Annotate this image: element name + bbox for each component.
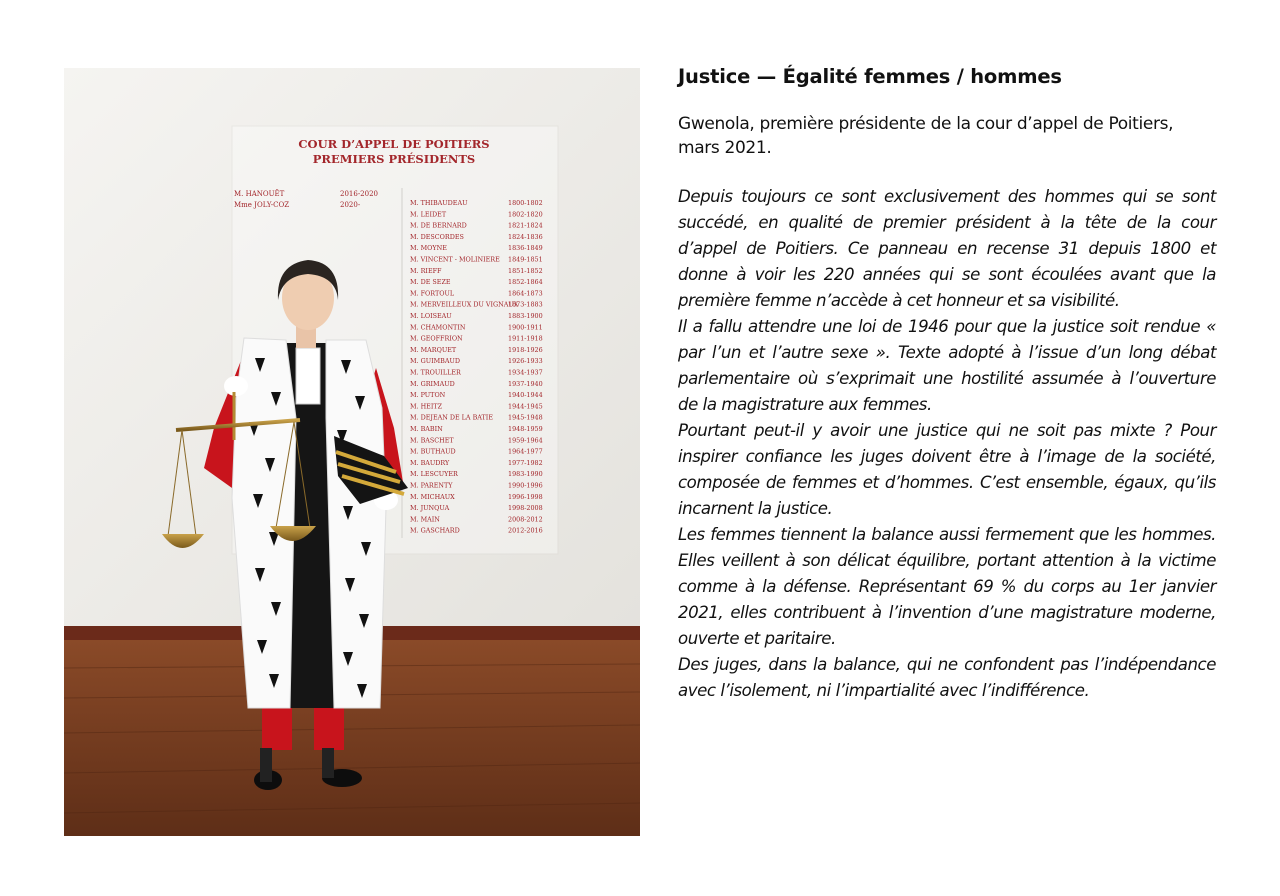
plaque-years: 1851-1852 <box>508 266 543 275</box>
plaque-years: 1977-1982 <box>508 458 543 467</box>
plaque-years: 1937-1940 <box>508 379 543 388</box>
plaque-years: 1800-1802 <box>508 199 543 207</box>
plaque-name: M. FORTOUL <box>410 289 455 298</box>
plaque-name: M. BAUDRY <box>410 458 450 467</box>
plaque-name: M. THIBAUDEAU <box>410 199 468 207</box>
paragraph: Depuis toujours ce sont exclusivement des hommes qui se sont succédé, en qualité de premier président à la tête de la cour d’appel de Poitiers. Ce panneau en recense 31 depuis 1800 et donne à voir les 220 années qui se sont écoulées avant que la première femme n’accède à cet honneur et sa visibilité. <box>678 187 1216 310</box>
plaque-years: 1873-1883 <box>508 300 543 309</box>
plaque-name: M. PUTON <box>410 391 446 400</box>
photo-caption: Gwenola, première présidente de la cour d’appel de Poitiers, mars 2021. <box>678 114 1174 158</box>
plaque-name: M. LESCUYER <box>410 470 458 479</box>
plaque-years: 1944-1945 <box>508 402 543 411</box>
plaque-name: M. RIEFF <box>410 266 442 275</box>
left-glove <box>224 376 248 396</box>
plaque-years: 1883-1900 <box>508 312 543 320</box>
plaque-name: M. HEITZ <box>410 402 443 411</box>
plaque-years: 1849-1851 <box>508 255 543 264</box>
plaque-heading: COUR D’APPEL DE POITIERS <box>298 137 490 151</box>
plaque-years: 2012-2016 <box>508 526 543 535</box>
plaque-years: 1864-1873 <box>508 289 543 298</box>
plaque-name: M. MAIN <box>410 515 440 524</box>
plaque-years: 1940-1944 <box>508 391 543 400</box>
plaque-name: M. MERVEILLEUX DU VIGNAUX <box>410 300 519 309</box>
plaque-years: 1821-1824 <box>508 221 543 230</box>
plaque-name: Mme JOLY-COZ <box>234 201 290 209</box>
plaque-name: M. BABIN <box>410 425 443 433</box>
white-jabot <box>296 348 320 404</box>
plaque-name: M. DE SEZE <box>410 278 451 287</box>
plaque-years: 2008-2012 <box>508 515 543 524</box>
plaque-name: M. GUIMBAUD <box>410 357 460 366</box>
plaque-name: M. LOISEAU <box>410 312 452 320</box>
plaque-years: 1852-1864 <box>508 278 543 287</box>
page-title: Justice — Égalité femmes / hommes <box>678 65 1062 88</box>
plaque-years: 1964-1977 <box>508 447 543 456</box>
plaque-name: M. GRIMAUD <box>410 379 455 388</box>
plaque-name: M. CHAMONTIN <box>410 323 466 332</box>
plaque-years: 1983-1990 <box>508 470 543 479</box>
plaque-name: M. GEOFFRION <box>410 334 463 343</box>
portrait-photo <box>64 68 640 836</box>
plaque-years: 1948-1959 <box>508 425 543 433</box>
plaque-name: M. BUTHAUD <box>410 447 456 456</box>
plaque-years: 1911-1918 <box>508 334 543 343</box>
plaque-name: M. HANOUËT <box>234 190 285 198</box>
paragraph: Pourtant peut-il y avoir une justice qui ne soit pas mixte ? Pour inspirer confiance les juges doivent être à l’image de la société, composée de femmes et d’hommes. C’est ensemble, égaux, qu’ils incarnent la justice. <box>678 421 1216 518</box>
plaque-years: 1996-1998 <box>508 492 543 501</box>
plaque-years: 1990-1996 <box>508 481 543 490</box>
text-column <box>678 64 1216 704</box>
plaque-years: 1836-1849 <box>508 244 543 253</box>
plaque-years: 2020- <box>340 201 361 209</box>
plaque-name: M. MOYNE <box>410 244 447 253</box>
ermine-band-right <box>326 340 386 708</box>
plaque-years: 1998-2008 <box>508 504 543 513</box>
plaque-years: 1926-1933 <box>508 357 543 366</box>
plaque-name: M. DEJEAN DE LA BATIE <box>410 413 493 422</box>
paragraph: Il a fallu attendre une loi de 1946 pour que la justice soit rendue « par l’un et l’autre sexe ». Texte adopté à l’issue d’un long débat parlementaire où s’exprimait une hostilité assumée à l’ouverture de la magistrature aux femmes. <box>678 317 1216 414</box>
plaque-years: 1934-1937 <box>508 368 543 377</box>
plaque-name: M. JUNQUA <box>410 504 450 513</box>
plaque-years: 1824-1836 <box>508 232 543 241</box>
plaque-name: M. VINCENT - MOLINIERE <box>410 255 500 264</box>
plaque-name: M. MARQUET <box>410 345 457 354</box>
plaque-years: 1918-1926 <box>508 345 543 354</box>
plaque-years: 1802-1820 <box>508 210 543 219</box>
plaque-name: M. LEIDET <box>410 210 447 219</box>
plaque-years: 1945-1948 <box>508 413 543 422</box>
plaque-years: 1900-1911 <box>508 323 543 332</box>
body-text <box>678 184 1216 704</box>
plaque-name: M. TROUILLER <box>410 368 461 377</box>
plaque-name: M. GASCHARD <box>410 526 460 535</box>
paragraph: Des juges, dans la balance, qui ne confondent pas l’indépendance avec l’isolement, ni l’impartialité avec l’indifférence. <box>678 655 1216 700</box>
plaque-name: M. PARENTY <box>410 481 453 490</box>
paragraph: Les femmes tiennent la balance aussi fermement que les hommes. Elles veillent à son délicat équilibre, portant attention à la victime comme à la défense. Représentant 69 % du corps au 1er janvier 2021, elles contribuent à l’invention d’une magistrature moderne, ouverte et paritaire. <box>678 525 1216 648</box>
plaque-years: 2016-2020 <box>340 190 378 198</box>
plaque-years: 1959-1964 <box>508 436 543 445</box>
plaque-name: M. DESCORDES <box>410 232 464 241</box>
plaque-name: M. MICHAUX <box>410 492 455 501</box>
plaque-subheading: PREMIERS PRÉSIDENTS <box>312 152 476 166</box>
plaque-name: M. BASCHET <box>410 436 454 445</box>
plaque-name: M. DE BERNARD <box>410 221 467 230</box>
